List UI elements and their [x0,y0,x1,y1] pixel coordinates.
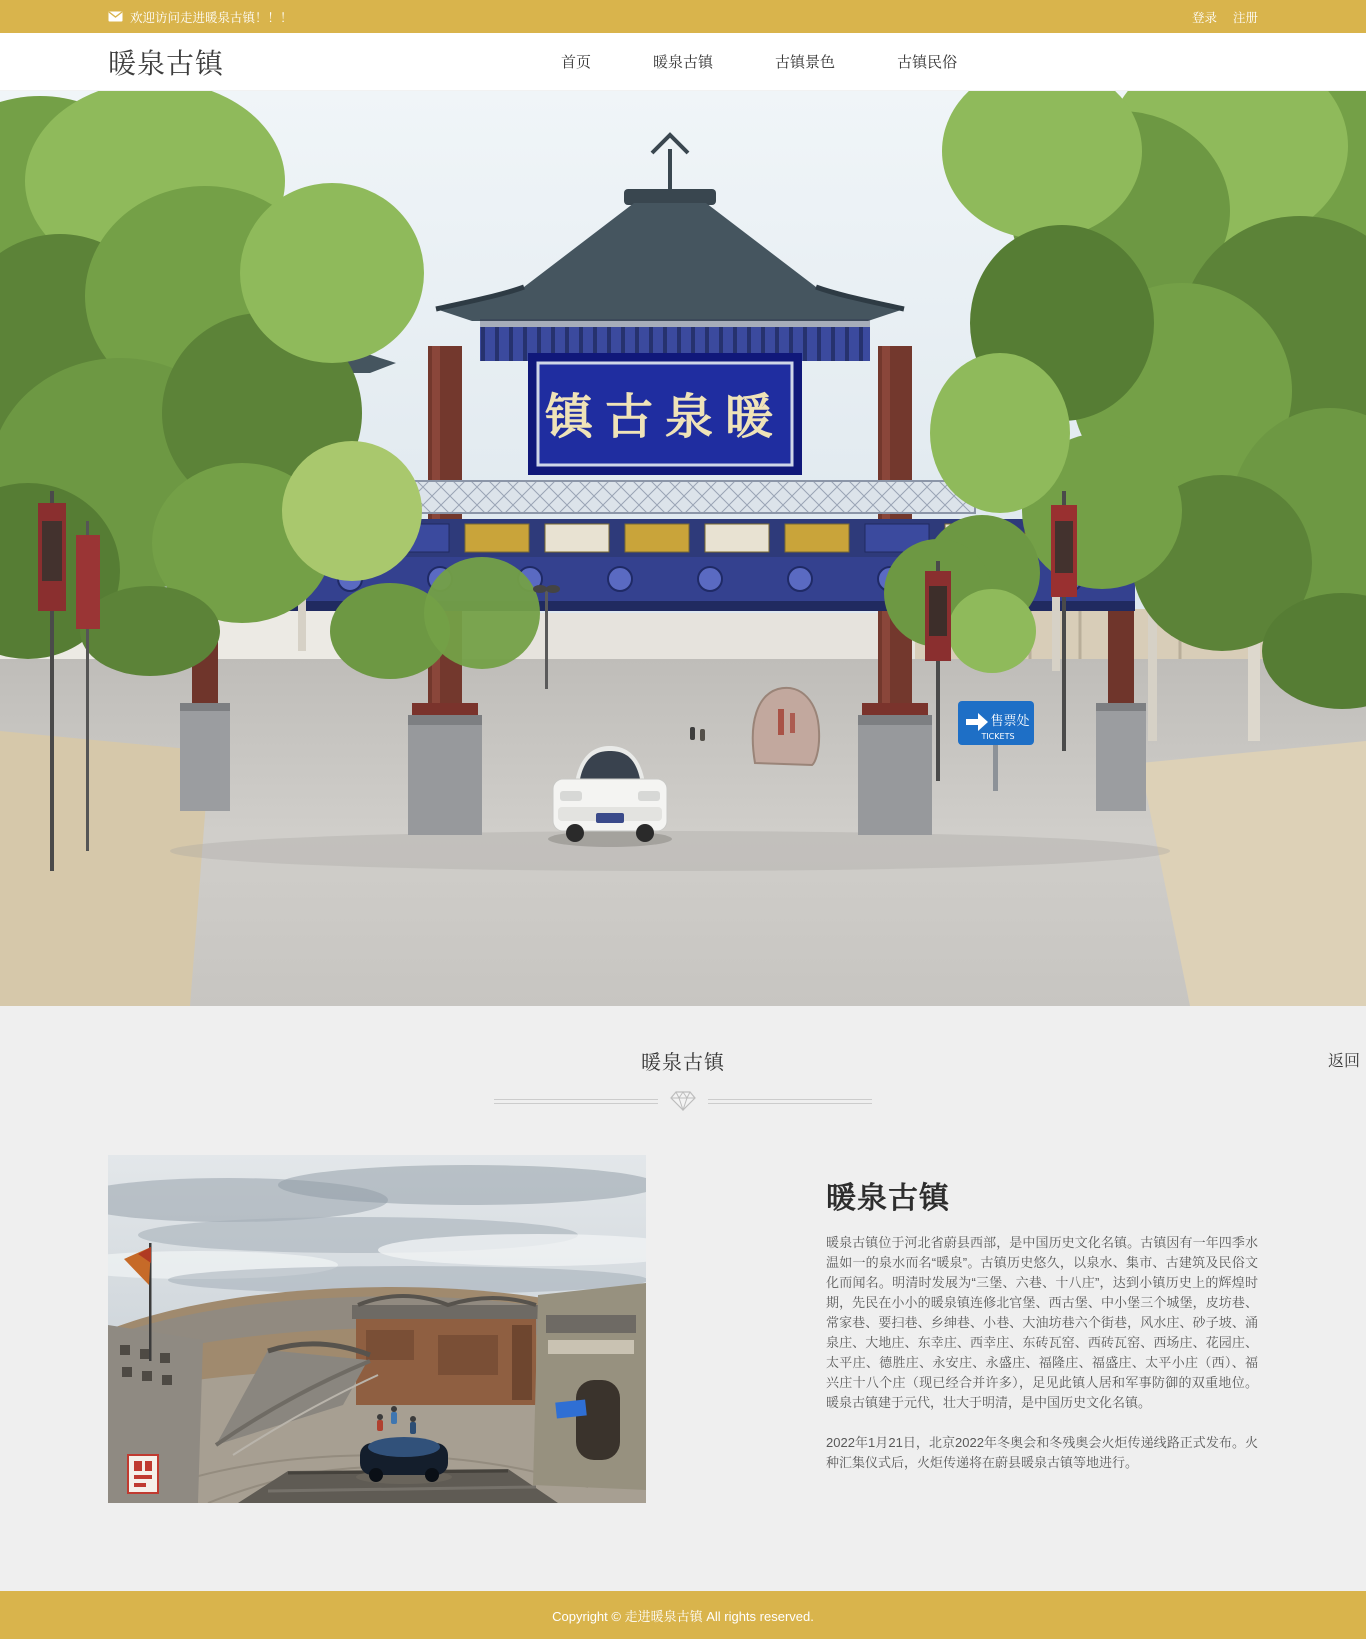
courtyard-photo [108,1155,646,1503]
ticket-sign-cn: 售票处 [990,714,1030,729]
nav-item-scenery[interactable]: 古镇景色 [775,54,836,71]
header [0,33,1366,91]
section-divider [494,1091,872,1111]
nav-item-folklore[interactable]: 古镇民俗 [897,54,958,71]
article-paragraph-2: 2022年1月21日，北京2022年冬奥会和冬残奥会火炬传递线路正式发布。火种汇集仪式后，火炬传递将在蔚县暖泉古镇等地进行。 [826,1435,1258,1470]
mail-icon [108,11,123,22]
login-link[interactable]: 登录 [1191,10,1217,25]
back-link[interactable]: 返回 [1327,1053,1360,1070]
intro-section [0,1006,1366,1591]
gate-plaque-text: 镇古泉暖 [544,389,786,445]
topbar [0,0,1366,33]
article-title: 暖泉古镇 [826,1182,950,1215]
register-link[interactable]: 注册 [1232,10,1258,25]
nav-item-town[interactable]: 暖泉古镇 [653,54,714,71]
section-title: 暖泉古镇 [641,1052,725,1074]
site-title[interactable]: 暖泉古镇 [108,47,225,79]
main-nav [559,45,959,78]
footer [0,1591,1366,1639]
gem-icon [670,1091,696,1111]
article-paragraph-1: 暖泉古镇位于河北省蔚县西部，是中国历史文化名镇。古镇因有一年四季水温如一的泉水而名“暖泉”。古镇历史悠久，以泉水、集市、古建筑及民俗文化而闻名。明清时发展为“三堡、六巷、十八庄”，达到小镇历史上的辉煌时期，先民在小小的暖泉镇连修北官堡、西古堡、中小堡三个城堡，皮坊巷、常家巷、要扫巷、乡绅巷、小巷、大油坊巷六个街巷，风水庄、砂子坡、涌泉庄、大地庄、东幸庄、西幸庄、东砖瓦窑、西砖瓦窑、西场庄、花园庄、太平庄、德胜庄、永安庄、永盛庄、福隆庄、福盛庄、太平小庄（西）、福兴庄十八个庄（现已经合并许多），足见此镇人居和军事防御的双重地位。暖泉古镇建于元代，壮大于明清，是中国历史文化名镇。 [826,1235,1258,1410]
nav-item-home[interactable]: 首页 [561,54,592,71]
ticket-sign-en: TICKETS [981,732,1015,741]
copyright-text: Copyright © 走进暖泉古镇 All rights reserved. [552,1608,814,1624]
welcome-text: 欢迎访问走进暖泉古镇！！！ [130,10,293,25]
hero-image [0,91,1366,1006]
article [826,1155,1258,1493]
